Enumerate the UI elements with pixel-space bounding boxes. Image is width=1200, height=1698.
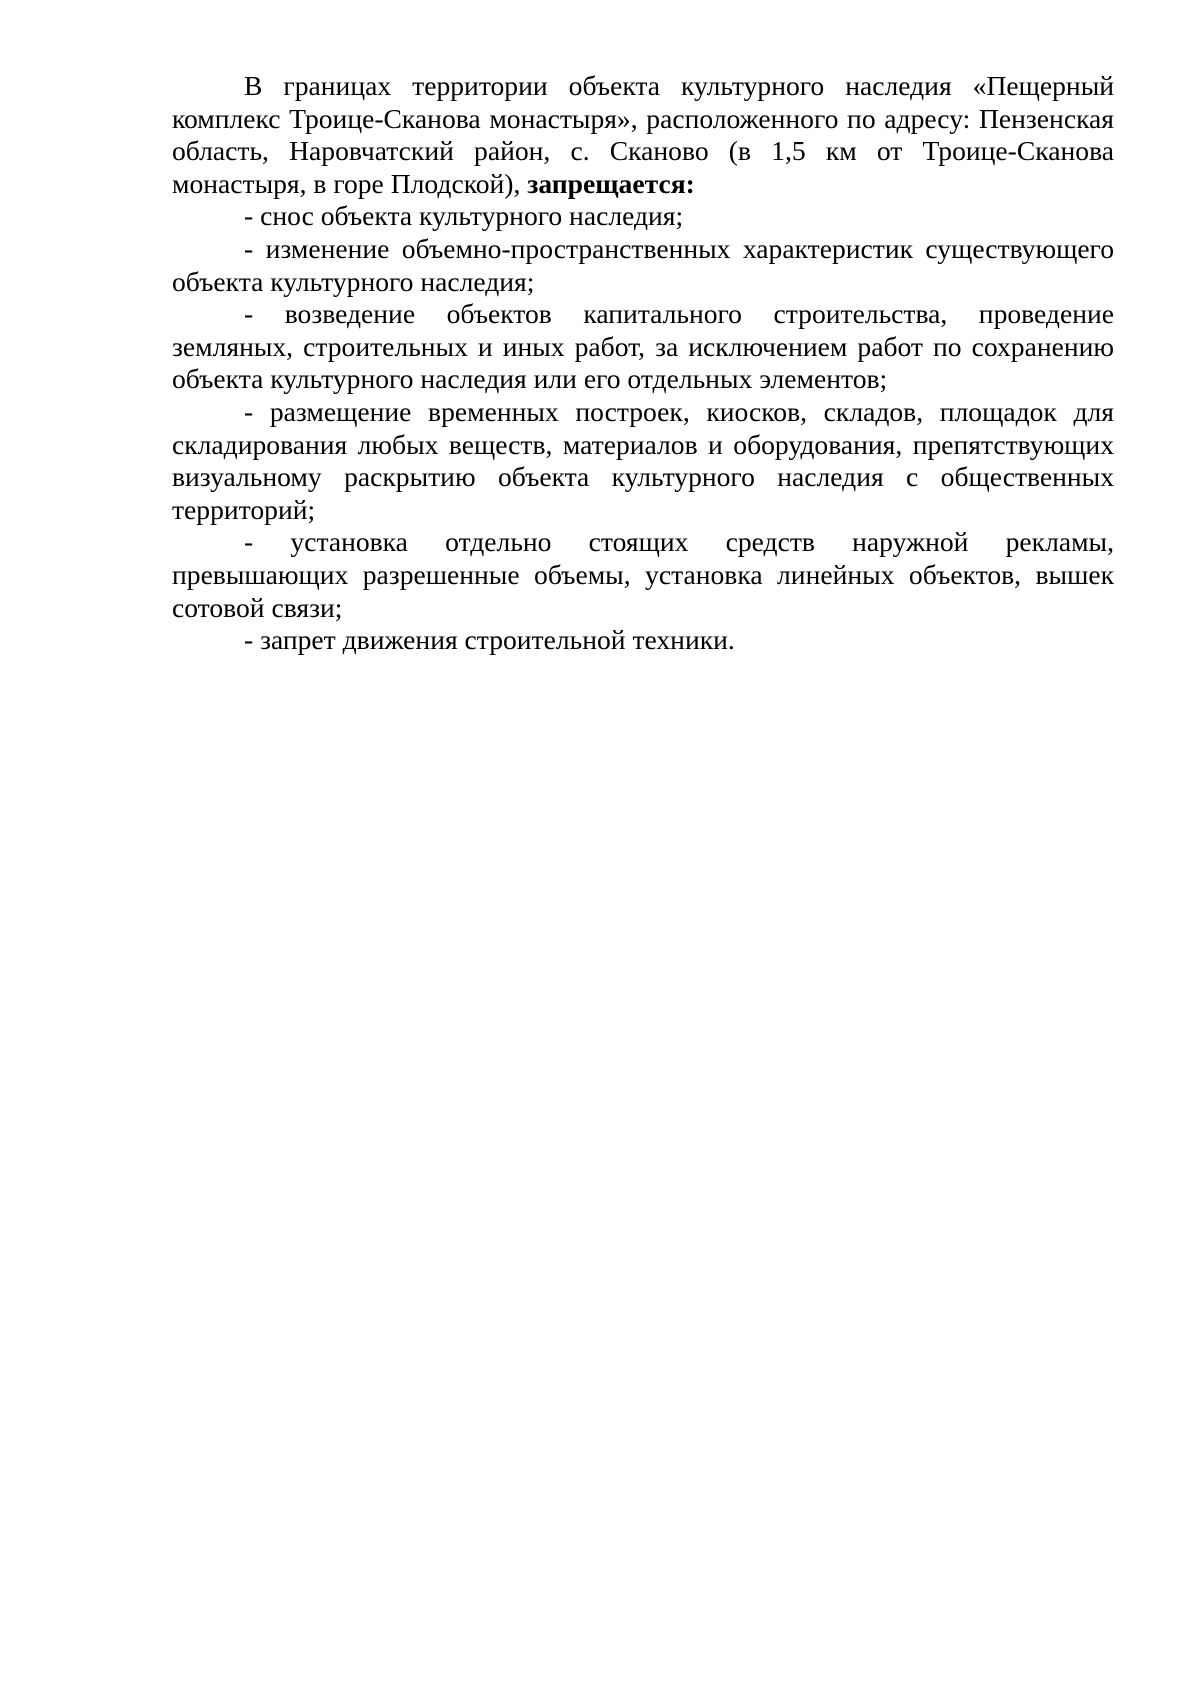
- prohibition-item: - возведение объектов капитального строительства, проведение земляных, строительных и иных работ, за исключением работ по сохранению объекта культурного наследия или его отдельных элементов;: [172, 298, 1114, 395]
- prohibition-item: - установка отдельно стоящих средств наружной рекламы, превышающих разрешенные объемы, установка линейных объектов, вышек сотовой связи;: [172, 526, 1114, 623]
- intro-text: В границах территории объекта культурного наследия «Пещерный комплекс Троице-Сканова монастыря», расположенного по адресу: Пензенская область, Наровчатский район, с. Сканово (в 1,5 км от Троице-Сканова монастыря, в горе Плодской),: [172, 70, 1114, 199]
- prohibition-item: - снос объекта культурного наследия;: [244, 200, 684, 232]
- intro-paragraph: [172, 70, 1114, 200]
- prohibition-item: - изменение объемно-пространственных характеристик существующего объекта культурного наследия;: [172, 232, 1114, 297]
- prohibition-item: - запрет движения строительной техники.: [244, 624, 735, 656]
- document-body: [172, 70, 1114, 657]
- prohibition-item: - размещение временных построек, киосков, складов, площадок для складирования любых веществ, материалов и оборудования, препятствующих визуальному раскрытию объекта культурного наследия с общественных территорий;: [172, 395, 1114, 525]
- prohibition-heading: запрещается:: [527, 167, 695, 199]
